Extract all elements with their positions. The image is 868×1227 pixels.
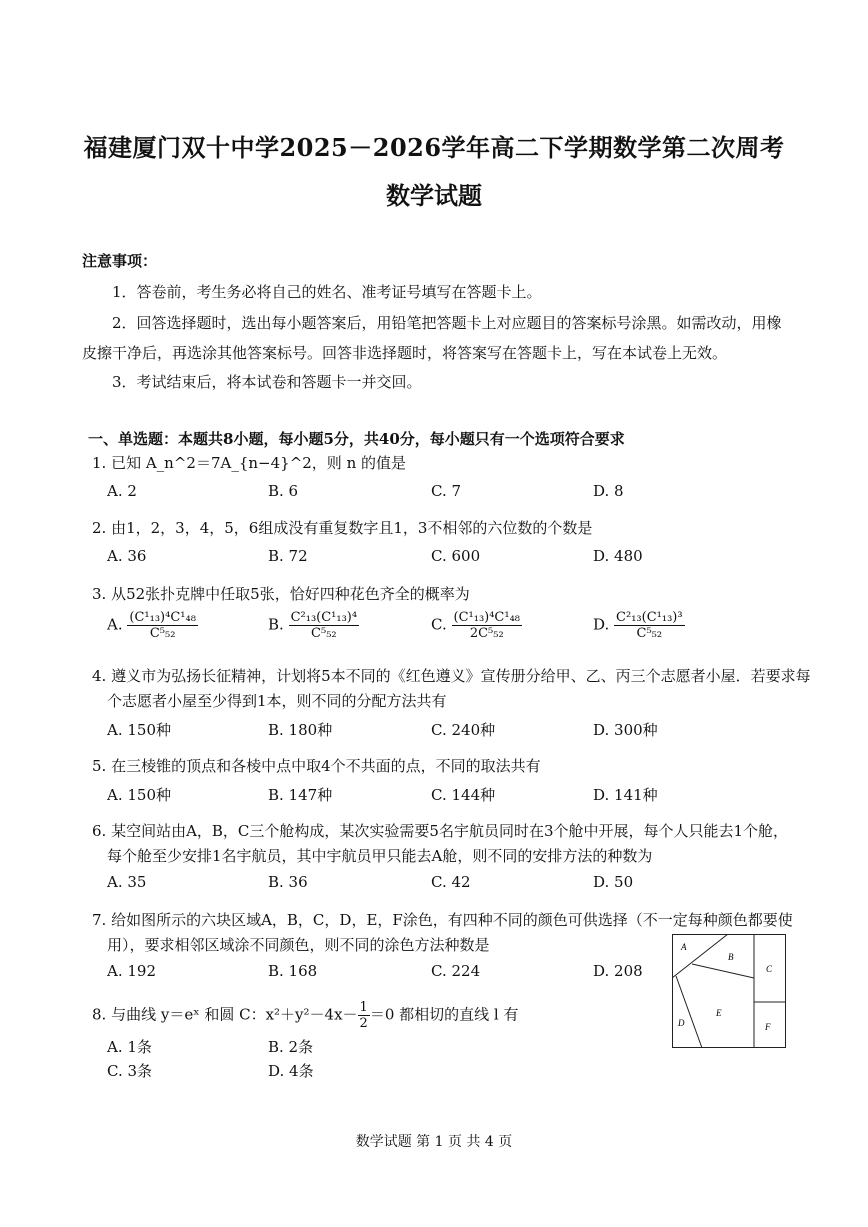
notice-heading: 注意事项：: [82, 252, 158, 270]
page-footer: 数学试题 第 1 页 共 4 页: [355, 1134, 513, 1150]
region-label-c: C: [766, 964, 773, 974]
question-4-stem-line2: 个志愿者小屋至少得到1本，则不同的分配方法共有: [107, 692, 447, 710]
question-1-option-b: B. 6: [268, 482, 299, 500]
page-subtitle: 数学试题: [386, 181, 482, 210]
option-d-fraction: [614, 610, 685, 641]
option-a-denominator: C⁵₅₂: [149, 626, 176, 641]
question-2-option-c: C. 600: [431, 547, 481, 565]
notice-item-1: 1．答卷前，考生务必将自己的姓名、准考证号填写在答题卡上。: [112, 283, 542, 301]
question-7-option-a: A. 192: [107, 962, 156, 980]
question-7-stem-line2: 用），要求相邻区域涂不同颜色，则不同的涂色方法种数是: [107, 936, 490, 954]
question-1-stem: 1. 已知 A_n^2＝7A_{n−4}^2，则 n 的值是: [92, 454, 406, 472]
question-6-option-a: A. 35: [107, 873, 147, 891]
question-8-option-c: C. 3条: [107, 1062, 153, 1080]
page-title: 福建厦门双十中学2025－2026学年高二下学期数学第二次周考: [83, 133, 785, 162]
question-6-option-c: C. 42: [431, 873, 471, 891]
option-c-fraction: [452, 610, 523, 641]
option-a-fraction: [127, 610, 198, 641]
question-5-option-d: D. 141种: [593, 786, 658, 804]
question-3-stem: 3. 从52张扑克牌中任取5张，恰好四种花色齐全的概率为: [92, 585, 470, 603]
question-6-option-b: B. 36: [268, 873, 308, 891]
option-b-numerator: C²₁₃(C¹₁₃)⁴: [290, 610, 358, 625]
notice-item-2a: 2．回答选择题时，选出每小题答案后，用铅笔把答题卡上对应题目的答案标号涂黑。如需改动，用橡: [112, 314, 782, 332]
option-b-fraction: [289, 610, 360, 641]
question-3-option-d: [593, 610, 685, 641]
question-1-option-a: A. 2: [107, 482, 137, 500]
question-8-option-a: A. 1条: [107, 1038, 152, 1056]
notice-item-3: 3．考试结束后，将本试卷和答题卡一并交回。: [112, 373, 422, 391]
question-1-option-c: C. 7: [431, 482, 462, 500]
question-4-option-a: A. 150种: [107, 721, 171, 739]
question-2-stem: 2. 由1，2，3，4，5，6组成没有重复数字且1，3不相邻的六位数的个数是: [92, 519, 593, 537]
section-heading: 一、单选题：本题共8小题，每小题5分，共40分，每小题只有一个选项符合要求: [88, 430, 625, 448]
region-label-f: F: [765, 1022, 771, 1032]
question-5-stem: 5. 在三棱锥的顶点和各棱中点中取4个不共面的点，不同的取法共有: [92, 757, 541, 775]
notice-item-2b: 皮擦干净后，再选涂其他答案标号。回答非选择题时，将答案写在答题卡上，写在本试卷上无效。: [82, 344, 728, 362]
option-c-numerator: (C¹₁₃)⁴C¹₄₈: [453, 610, 521, 625]
question-7-option-b: B. 168: [268, 962, 318, 980]
region-label-b: B: [728, 952, 734, 962]
question-8-fraction: [358, 1000, 370, 1031]
question-4-option-b: B. 180种: [268, 721, 333, 739]
question-5-option-a: A. 150种: [107, 786, 171, 804]
question-7-stem-line1: 7. 给如图所示的六块区域A，B，C，D，E，F涂色，有四种不同的颜色可供选择（不一定每种颜色都要使: [92, 911, 793, 929]
question-2-option-b: B. 72: [268, 547, 308, 565]
question-6-stem-line1: 6. 某空间站由A，B，C三个舱构成，某次实验需要5名宇航员同时在3个舱中开展，每个人只能去1个舱，: [92, 822, 789, 840]
region-label-a: A: [681, 942, 687, 952]
question-4-option-c: C. 240种: [431, 721, 496, 739]
question-3-option-c: [431, 610, 522, 641]
region-label-e: E: [716, 1008, 722, 1018]
option-d-label: D.: [593, 615, 610, 634]
option-b-denominator: C⁵₅₂: [311, 626, 337, 641]
region-label-d: D: [678, 1018, 685, 1028]
question-5-option-b: B. 147种: [268, 786, 333, 804]
question-7-option-c: C. 224: [431, 962, 481, 980]
question-8-frac-num: 1: [359, 1000, 368, 1015]
question-8-stem-pre: 8. 与曲线 y＝eˣ 和圆 C：x²＋y²－4x－: [92, 1005, 358, 1024]
question-8-stem: [92, 1000, 518, 1031]
question-8-option-b: B. 2条: [268, 1038, 314, 1056]
option-c-denominator: 2C⁵₅₂: [469, 626, 504, 641]
region-diagram: [672, 934, 786, 1048]
question-8-option-d: D. 4条: [268, 1062, 314, 1080]
question-2-option-d: D. 480: [593, 547, 643, 565]
question-6-stem-line2: 每个舱至少安排1名宇航员，其中宇航员甲只能去A舱，则不同的安排方法的种数为: [107, 847, 653, 865]
question-1-option-d: D. 8: [593, 482, 624, 500]
question-3-option-a: [107, 610, 198, 641]
question-3-option-b: [268, 610, 359, 641]
option-d-numerator: C²₁₃(C¹₁₃)³: [616, 610, 683, 625]
question-5-option-c: C. 144种: [431, 786, 496, 804]
option-b-label: B.: [268, 615, 284, 634]
option-d-denominator: C⁵₅₂: [636, 626, 663, 641]
question-6-option-d: D. 50: [593, 873, 634, 891]
question-8-frac-den: 2: [359, 1016, 368, 1031]
question-2-option-a: A. 36: [107, 547, 147, 565]
question-4-stem-line1: 4. 遵义市为弘扬长征精神，计划将5本不同的《红色遵义》宣传册分给甲、乙、丙三个志愿者小屋．若要求每: [92, 667, 811, 685]
option-a-numerator: (C¹₁₃)⁴C¹₄₈: [129, 610, 196, 625]
option-a-label: A.: [107, 615, 123, 634]
option-c-label: C.: [431, 615, 447, 634]
question-7-option-d: D. 208: [593, 962, 643, 980]
question-8-stem-post: ＝0 都相切的直线 l 有: [369, 1005, 519, 1024]
question-4-option-d: D. 300种: [593, 721, 658, 739]
